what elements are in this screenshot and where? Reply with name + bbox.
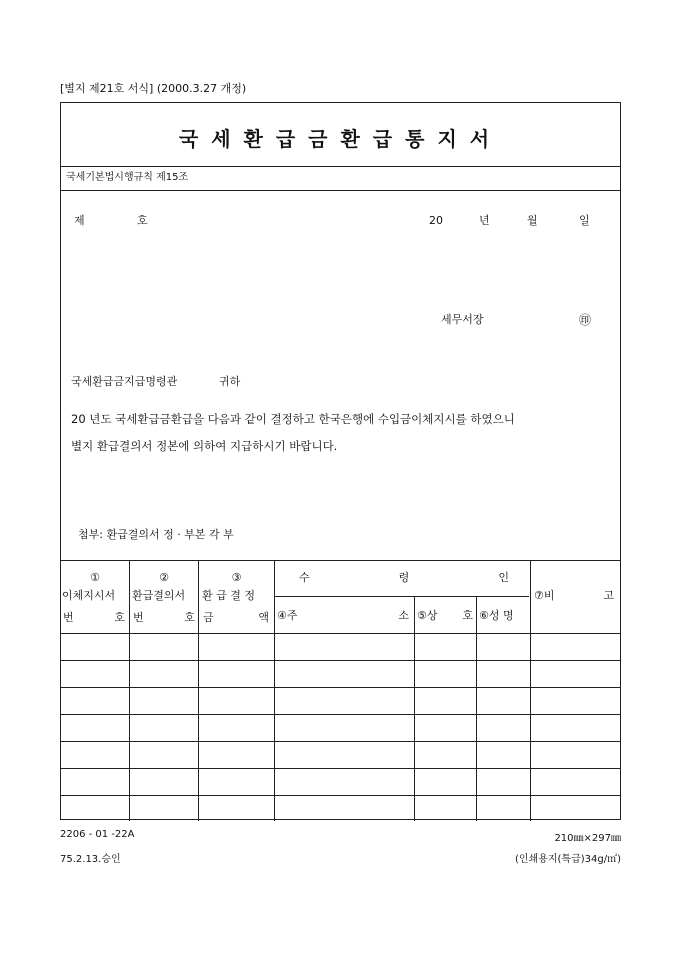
col3-header-a: 금 xyxy=(203,611,214,624)
col2-header: 환급결의서 xyxy=(132,589,186,602)
paper-spec: (인쇄용지(특급)34g/㎡) xyxy=(514,854,621,865)
divider xyxy=(61,166,620,167)
company-header-label: ⑤상 xyxy=(417,609,438,622)
document-number-suffix: 호 xyxy=(137,214,148,227)
table-col-line xyxy=(274,560,275,821)
address-header-suffix: 소 xyxy=(398,609,409,622)
date-year-label: 년 xyxy=(479,214,490,227)
approval-date: 75.2.13.승인 xyxy=(60,854,121,865)
table-header-bottom xyxy=(61,633,620,634)
table-row-line xyxy=(61,795,620,796)
table-row-line xyxy=(61,687,620,688)
table-row-line xyxy=(61,660,620,661)
col2-number: ② xyxy=(159,571,169,584)
col2-header-a: 번 xyxy=(133,611,144,624)
recipient-name: 국세환급금지급명령관 xyxy=(71,375,178,388)
col3-number: ③ xyxy=(231,571,242,584)
remarks-header-label: ⑦비 xyxy=(534,589,555,602)
col1-header-row2 xyxy=(63,611,125,625)
col2-header-row2 xyxy=(133,611,195,625)
document-title: 국세환급금환급통지서 xyxy=(178,127,503,151)
body-text-line-1: 20 년도 국세환급금환급을 다음과 같이 결정하고 한국은행에 수입금이체지시를 하였으니 xyxy=(71,412,515,426)
form-number: 2206 - 01 -22A xyxy=(60,829,135,840)
col3-header-b: 액 xyxy=(258,611,269,624)
col1-number: ① xyxy=(90,571,100,584)
issuer-title: 세무서장 xyxy=(441,313,484,326)
col2-header-b: 호 xyxy=(184,611,195,624)
table-row-line xyxy=(61,768,620,769)
attachment-note: 첨부: 환급결의서 정 · 부본 각 부 xyxy=(78,528,234,541)
table-col-line xyxy=(476,596,477,821)
notice-form xyxy=(60,102,621,820)
table-col-line xyxy=(530,560,531,821)
date-year: 20 xyxy=(429,214,443,227)
table-col-line xyxy=(414,596,415,821)
table-col-line xyxy=(129,560,130,821)
body-text-line-2: 별지 환급결의서 정본에 의하여 지급하시기 바랍니다. xyxy=(71,439,338,453)
name-header: ⑥성 명 xyxy=(479,609,514,622)
table-row-line xyxy=(61,714,620,715)
date-month-label: 월 xyxy=(527,214,538,227)
receiver-subdivider xyxy=(274,596,529,597)
recipient-honorific: 귀하 xyxy=(219,375,241,388)
col3-header: 환 급 결 정 xyxy=(202,589,255,602)
form-code: [별지 제21호 서식] (2000.3.27 개정) xyxy=(60,82,247,95)
col1-header-a: 번 xyxy=(63,611,74,624)
address-header xyxy=(277,609,409,623)
seal-mark: ㊞ xyxy=(579,313,592,327)
col1-header-b: 호 xyxy=(114,611,125,624)
address-header-label: ④주 xyxy=(277,609,298,622)
receiver-header-a: 수 xyxy=(299,571,310,584)
receiver-header-c: 인 xyxy=(498,571,509,584)
receiver-header-b: 령 xyxy=(398,571,410,584)
document-number-label: 제 xyxy=(74,214,85,227)
table-col-line xyxy=(198,560,199,821)
remarks-header xyxy=(534,589,614,603)
receiver-header xyxy=(299,571,509,585)
paper-size: 210㎜×297㎜ xyxy=(554,833,621,844)
table-top-border xyxy=(61,560,620,561)
company-header xyxy=(417,609,473,623)
col1-header: 이체지시서 xyxy=(62,589,116,602)
divider xyxy=(61,190,620,191)
regulation-reference: 국세기본법시행규칙 제15조 xyxy=(66,172,189,183)
col3-header-row2 xyxy=(203,611,269,625)
table-row-line xyxy=(61,741,620,742)
date-day-label: 일 xyxy=(579,214,590,227)
remarks-header-suffix: 고 xyxy=(603,589,614,602)
company-header-suffix: 호 xyxy=(462,609,473,622)
